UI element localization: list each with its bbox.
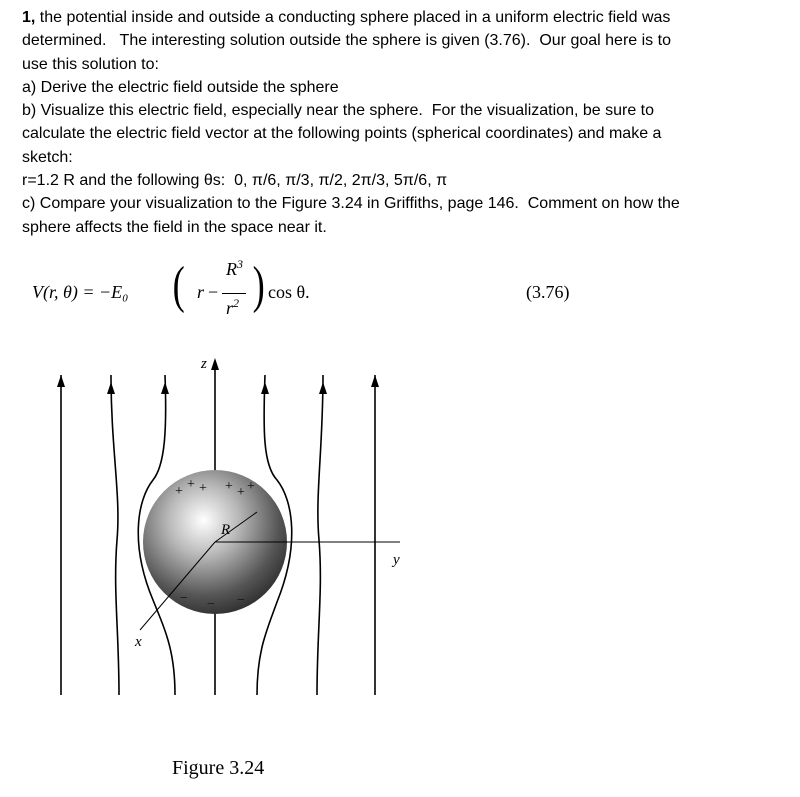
plus-charge-4: + — [225, 479, 233, 494]
field-line-6 — [317, 375, 323, 695]
plus-charge-5: + — [237, 485, 245, 500]
problem-line-text: a) Derive the electric field outside the sphere — [22, 78, 339, 96]
problem-line — [22, 169, 792, 192]
fraction-denominator: $r^2$ — [226, 296, 240, 318]
problem-line — [22, 122, 792, 145]
field-line-2 — [111, 375, 119, 695]
problem-line-text: the potential inside and outside a conducting sphere placed in a uniform electric field was — [35, 9, 671, 26]
problem-line — [22, 53, 792, 76]
problem-line-text: sketch: — [22, 148, 73, 166]
plus-charge-1: + — [175, 484, 183, 499]
problem-line — [22, 99, 792, 122]
equation-cos: cos θ. — [268, 282, 310, 302]
problem-line — [22, 76, 792, 99]
z-axis-label: z — [201, 356, 207, 372]
problem-line — [22, 29, 792, 52]
problem-text — [22, 6, 792, 239]
field-lines-diagram — [25, 330, 445, 755]
plus-charge-2: + — [187, 477, 195, 492]
plus-charge-6: + — [247, 479, 255, 494]
problem-line-text: b) Visualize this electric field, especially near the sphere. For the visualization, be sure to — [22, 102, 655, 120]
minus-charge-3: − — [237, 593, 245, 608]
equation-lhs: V(r, θ) = −E₀ — [32, 282, 129, 302]
fraction-bar — [222, 293, 246, 294]
x-axis-label: x — [135, 634, 142, 650]
fraction-numerator: $R^3$ — [226, 257, 243, 279]
figure-caption: Figure 3.24 — [172, 757, 265, 779]
problem-line — [22, 192, 792, 215]
arrowheads — [57, 358, 379, 394]
problem-number: 1, — [22, 9, 36, 26]
figure-3-24 — [25, 330, 445, 790]
problem-line-text: sphere affects the field in the space near it. — [22, 218, 327, 236]
y-axis-label: y — [393, 552, 400, 568]
problem-line-text: determined. The interesting solution outside the sphere is given (3.76). Our goal here is to — [22, 32, 671, 50]
minus-charge-1: − — [180, 591, 188, 606]
radius-label: R — [221, 522, 231, 538]
equation-minus: − — [208, 282, 219, 302]
equation-r: r — [197, 282, 205, 302]
problem-line-text: c) Compare your visualization to the Figure 3.24 in Griffiths, page 146. Comment on how the — [22, 195, 680, 213]
problem-line-text: calculate the electric field vector at the following points (spherical coordinates) and make a — [22, 125, 662, 143]
problem-line-text: r=1.2 R and the following θs: 0, π/6, π/3, π/2, 2π/3, 5π/6, π — [22, 172, 448, 190]
equation-number: (3.76) — [526, 282, 570, 302]
right-paren: ) — [252, 257, 265, 314]
problem-line — [22, 216, 792, 239]
minus-charge-2: − — [207, 597, 215, 612]
problem-line-text: use this solution to: — [22, 55, 159, 73]
equation-3-76 — [0, 252, 800, 332]
problem-line — [22, 6, 792, 29]
problem-line — [22, 146, 792, 169]
plus-charge-3: + — [199, 481, 207, 496]
left-paren: ( — [172, 257, 185, 314]
